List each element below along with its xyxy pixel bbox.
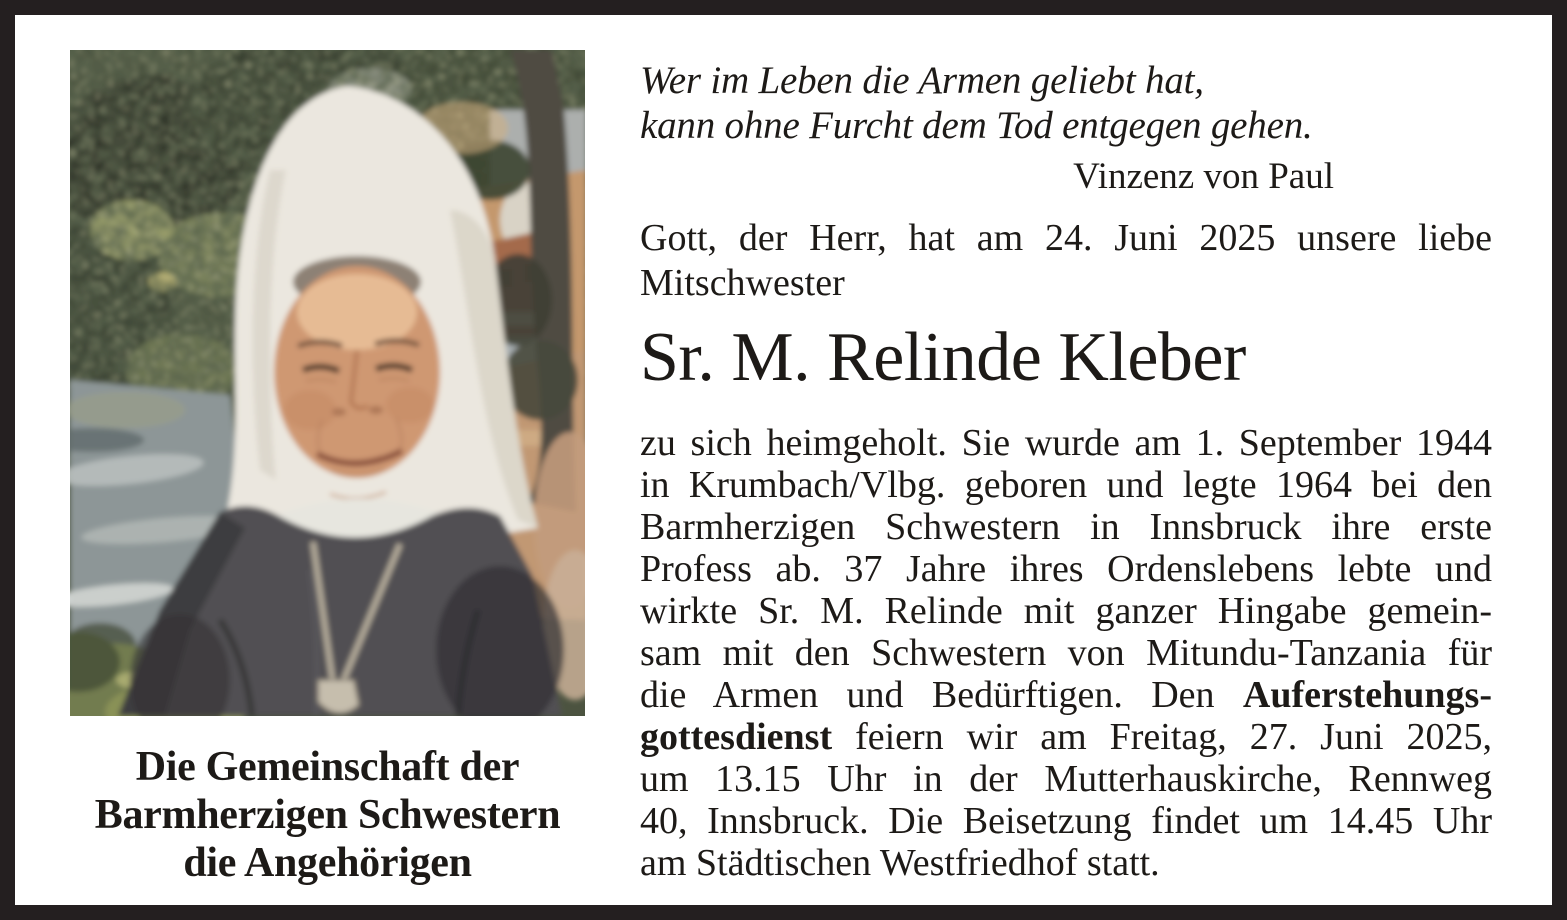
quote-attribution: Vinzenz von Paul bbox=[1073, 156, 1334, 197]
body-line: die Armen und Bedürftigen. Den Auferstehungs- bbox=[640, 674, 1492, 716]
epigraph-quote bbox=[640, 50, 1492, 148]
body-line: am Städtischen Westfriedhof statt. bbox=[640, 842, 1160, 884]
body-line: Barmherzigen Schwestern in Innsbruck ihre erste bbox=[640, 506, 1492, 548]
body-line: 40, Innsbruck. Die Beisetzung findet um 14.45 Uhr bbox=[640, 800, 1492, 842]
portrait-photo-illustration bbox=[70, 50, 585, 716]
body-line: wirkte Sr. M. Relinde mit ganzer Hingabe gemein- bbox=[640, 590, 1492, 632]
notice-text-column bbox=[640, 50, 1492, 884]
deceased-name: Sr. M. Relinde Kleber bbox=[640, 319, 1246, 396]
body-line: Profess ab. 37 Jahre ihres Ordenslebens lebte und bbox=[640, 548, 1492, 590]
mourners-caption bbox=[40, 743, 615, 887]
body-line: in Krumbach/Vlbg. geboren und legte 1964 bei den bbox=[640, 464, 1492, 506]
intro-paragraph bbox=[640, 216, 1492, 306]
quote-line: kann ohne Furcht dem Tod entgegen gehen. bbox=[640, 104, 1313, 147]
body-line: gottesdienst feiern wir am Freitag, 27. Juni 2025, bbox=[640, 716, 1492, 758]
body-line: sam mit den Schwestern von Mitundu-Tanzania für bbox=[640, 632, 1492, 674]
portrait-photo bbox=[70, 50, 585, 716]
body-line: um 13.15 Uhr in der Mutterhauskirche, Rennweg bbox=[640, 758, 1492, 800]
caption-line: Die Gemeinschaft der bbox=[135, 744, 520, 790]
body-line: zu sich heimgeholt. Sie wurde am 1. September 1944 bbox=[640, 422, 1492, 464]
caption-line: Barmherzigen Schwestern bbox=[94, 792, 561, 838]
body-text bbox=[640, 422, 1492, 884]
caption-line: die Angehörigen bbox=[183, 840, 472, 886]
intro-line: Mitschwester bbox=[640, 262, 845, 304]
quote-line: Wer im Leben die Armen geliebt hat, bbox=[640, 59, 1204, 102]
intro-line: Gott, der Herr, hat am 24. Juni 2025 unsere liebe bbox=[640, 217, 1492, 259]
